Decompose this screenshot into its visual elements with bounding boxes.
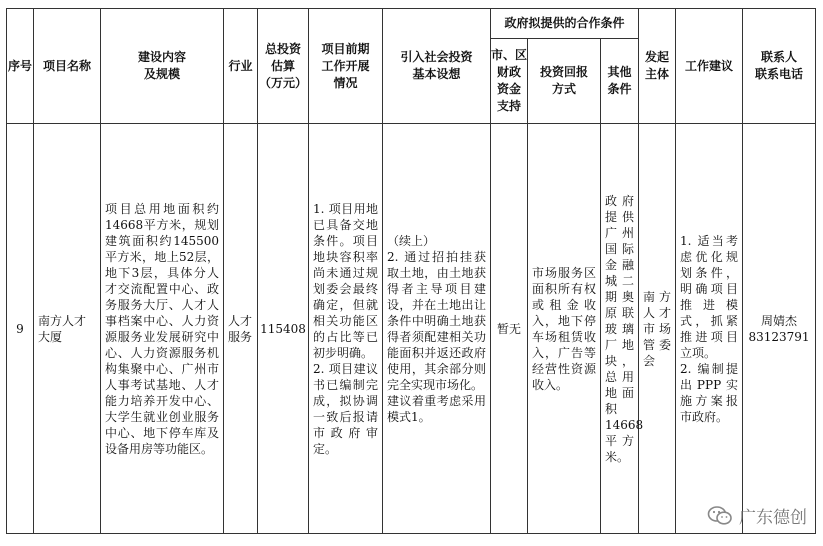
cell-content-scale: 项目总用地面积约14668平方米，规划建筑面积约145500平方米，地上52层，地下3层，具体分人才交流配置中心、政务服务大厅、人才人事档案中心、人力资源服务业发展研究中心、人力资源服务机构集聚中心、广州市人事考试基地、人才能力培养开发中心、大学生就业创业服务中心、地下停车库及设备用房等功能区。 bbox=[101, 124, 224, 534]
wechat-icon bbox=[707, 505, 733, 527]
header-preliminary-work: 项目前期 工作开展 情况 bbox=[309, 9, 383, 124]
watermark bbox=[707, 503, 807, 528]
cell-gov-funding: 暂无 bbox=[491, 124, 528, 534]
header-content-scale: 建设内容 及规模 bbox=[101, 9, 224, 124]
cell-sponsor: 南方人才市场管委会 bbox=[639, 124, 676, 534]
header-project-name: 项目名称 bbox=[34, 9, 101, 124]
header-gov-conditions: 政府拟提供的合作条件 bbox=[491, 9, 639, 39]
cell-project-name: 南方人才 大厦 bbox=[34, 124, 101, 534]
watermark-text: 广东德创 bbox=[739, 508, 807, 528]
cell-preliminary-work: 1. 项目用地已具备交地条件。项目地块容积率尚未通过规划委会最终确定，但就相关功能区的占比等已初步明确。 2. 项目建议书已编制完成，拟协调一致后报请市政府审定。 bbox=[309, 124, 383, 534]
cell-other-conditions: 政府提供广州国际金融城二期奥原联玻璃厂地块，总用地面积14668平方米。 bbox=[601, 124, 639, 534]
cell-contact: 周婧杰 83123791 bbox=[743, 124, 816, 534]
header-industry: 行业 bbox=[224, 9, 258, 124]
cell-total-investment: 115408 bbox=[258, 124, 309, 534]
cell-social-investment: （续上） 2. 通过招拍挂获取土地，由土地获得者主导项目建设，并在土地出让条件中明确土地获得者须配建相关功能面积并返还政府使用，其余部分则完全实现市场化。 建议着重考虑采用模式1。 bbox=[383, 124, 491, 534]
project-table bbox=[6, 8, 816, 534]
header-other-conditions: 其他 条件 bbox=[601, 39, 639, 124]
header-contact: 联系人 联系电话 bbox=[743, 9, 816, 124]
header-seq: 序号 bbox=[7, 9, 34, 124]
cell-work-advice: 1. 适当考虑优化规划条件，明确项目推进模式，抓紧推进项目立项。 2. 编制提出PPP实施方案报市政府。 bbox=[676, 124, 743, 534]
header-total-investment: 总投资 估算 （万元） bbox=[258, 9, 309, 124]
cell-seq: 9 bbox=[7, 124, 34, 534]
header-sponsor: 发起 主体 bbox=[639, 9, 676, 124]
header-return-method: 投资回报 方式 bbox=[528, 39, 601, 124]
header-gov-funding: 市、区 财政 资金 支持 bbox=[491, 39, 528, 124]
header-work-advice: 工作建议 bbox=[676, 9, 743, 124]
cell-return-method: 市场服务区面积所有权或租金收入，地下停车场租赁收入，广告等经营性资源收入。 bbox=[528, 124, 601, 534]
table-row bbox=[7, 124, 816, 534]
cell-industry: 人才 服务 bbox=[224, 124, 258, 534]
header-social-investment: 引入社会投资 基本设想 bbox=[383, 9, 491, 124]
